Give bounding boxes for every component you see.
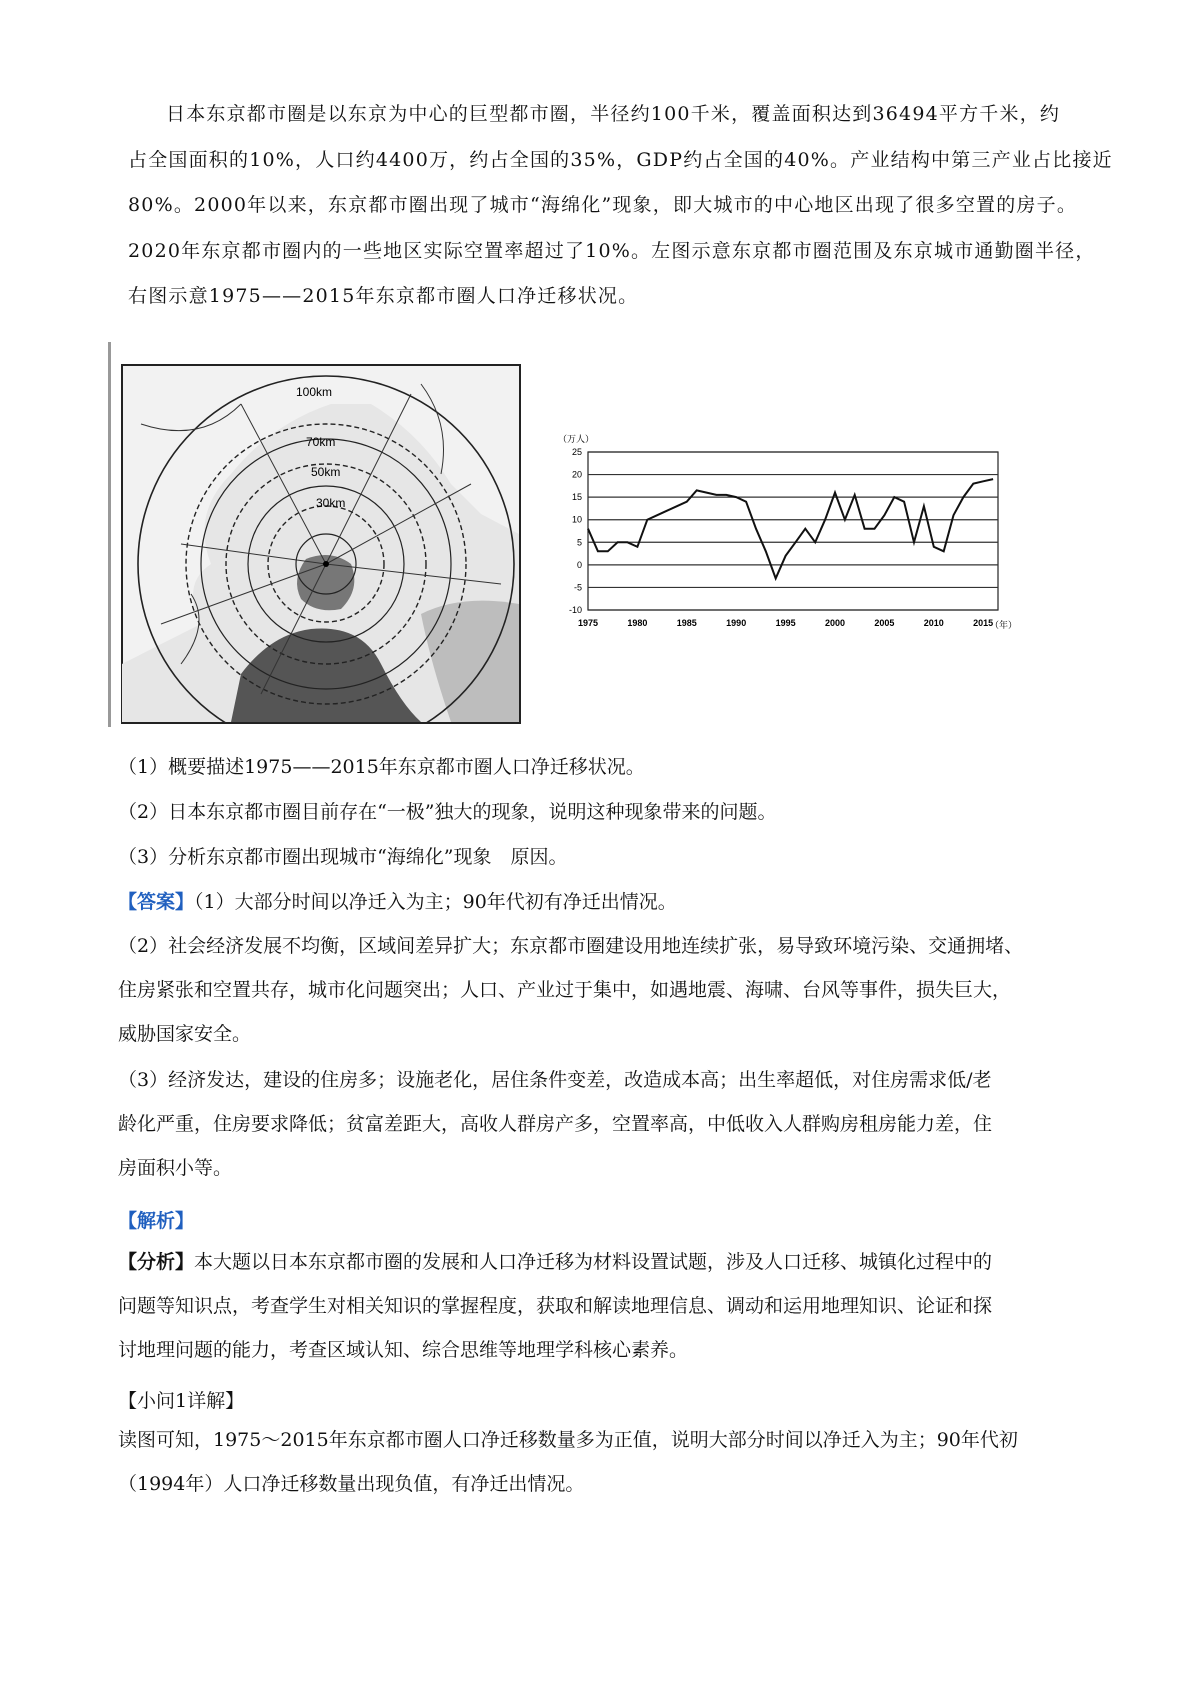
answer-3 xyxy=(118,1058,1103,1190)
answer-3-line-2: 龄化严重，住房要求降低；贫富差距大，高收人群房产多，空置率高，中低收入人群购房租房能力差，住 xyxy=(118,1113,993,1135)
answer-label: 【答案】 xyxy=(118,891,195,913)
y-tick-label: 10 xyxy=(571,514,582,525)
x-tick-label: 1980 xyxy=(627,618,648,628)
sub1-line-2: （1994年）人口净迁移数量出现负值，有净迁出情况。 xyxy=(118,1473,585,1495)
x-axis-label: （年） xyxy=(990,620,1018,630)
answer-1-line xyxy=(118,887,677,914)
migration-chart xyxy=(558,432,1018,652)
y-tick-label: 5 xyxy=(576,537,582,548)
analysis-fx-line-1: 本大题以日本东京都市圈的发展和人口净迁移为材料设置试题，涉及人口迁移、城镇化过程中的 xyxy=(194,1251,993,1273)
intro-line-5: 右图示意1975——2015年东京都市圈人口净迁移状况。 xyxy=(128,285,639,307)
analysis-fx-label: 【分析】 xyxy=(118,1251,195,1273)
answer-2-line-1: （2）社会经济发展不均衡，区域间差异扩大；东京都市圈建设用地连续扩张，易导致环境污染、交通拥堵、 xyxy=(118,935,1024,957)
x-tick-label: 2005 xyxy=(874,618,895,628)
x-tick-label: 1985 xyxy=(676,618,697,628)
x-tick-label: 2010 xyxy=(923,618,944,628)
y-tick-label: -5 xyxy=(573,582,582,593)
chart-svg xyxy=(558,432,1018,652)
question-3: （3）分析东京都市圈出现城市“海绵化”现象 原因。 xyxy=(118,846,568,868)
plot-frame xyxy=(588,452,998,610)
y-tick-label: 20 xyxy=(571,469,582,480)
analysis-fx-line-3: 讨地理问题的能力，考查区域认知、综合思维等地理学科核心素养。 xyxy=(118,1339,689,1361)
x-tick-label: 1975 xyxy=(577,618,599,628)
ring-label-50km: 50km xyxy=(311,465,341,479)
ring-label-30km: 30km xyxy=(316,496,346,510)
analysis-body xyxy=(118,1240,1103,1372)
y-axis-label: （万人） xyxy=(558,434,595,444)
ring-label-100km: 100km xyxy=(296,385,333,399)
intro-line-1: 日本东京都市圈是以东京为中心的巨型都市圈，半径约100千米，覆盖面积达到36494平方千米，约 xyxy=(166,103,1061,125)
y-tick-label: 25 xyxy=(571,447,582,457)
x-tick-label: 1990 xyxy=(726,618,747,628)
intro-line-3: 80%。2000年以来，东京都市圈出现了城市“海绵化”现象，即大城市的中心地区出现了很多空置的房子。 xyxy=(128,194,1078,216)
intro-line-2: 占全国面积的10%，人口约4400万，约占全国的35%，GDP约占全国的40%。产业结构中第三产业占比接近 xyxy=(128,148,1113,171)
answer-2-line-3: 威胁国家安全。 xyxy=(118,1023,252,1045)
question-2: （2）日本东京都市圈目前存在“一极”独大的现象，说明这种现象带来的问题。 xyxy=(118,801,777,823)
figures xyxy=(108,342,1018,730)
intro-line-4: 2020年东京都市圈内的一些地区实际空置率超过了10%。左图示意东京都市圈范围及东京城市通勤圈半径， xyxy=(128,239,1096,262)
x-tick-label: 1995 xyxy=(775,618,796,628)
x-tick-label: 2015 xyxy=(973,618,994,628)
x-tick-label: 2000 xyxy=(824,618,846,628)
y-tick-label: 15 xyxy=(571,492,582,503)
answer-3-line-3: 房面积小等。 xyxy=(118,1157,233,1179)
analysis-label: 【解析】 xyxy=(118,1210,195,1232)
y-tick-label: -10 xyxy=(568,605,582,615)
answer-3-line-1: （3）经济发达，建设的住房多；设施老化，居住条件变差，改造成本高；出生率超低，对住房需求低/老 xyxy=(118,1069,992,1091)
intro-paragraph xyxy=(128,92,1113,320)
answer-2 xyxy=(118,924,1103,1056)
answer-2-line-2: 住房紧张和空置共存，城市化问题突出；人口、产业过于集中，如遇地震、海啸、台风等事件，损失巨大， xyxy=(118,979,1012,1001)
y-tick-label: 0 xyxy=(576,559,582,570)
map-image xyxy=(121,364,521,724)
sub1-body xyxy=(118,1418,1103,1506)
answer-1: （1）大部分时间以净迁入为主；90年代初有净迁出情况。 xyxy=(194,891,677,913)
tokyo-metro-map xyxy=(108,342,521,727)
sub1-label: 【小问1详解】 xyxy=(118,1390,245,1412)
series-line xyxy=(588,479,993,578)
analysis-fx-line-2: 问题等知识点，考查学生对相关知识的掌握程度，获取和解读地理信息、调动和运用地理知识、论证和探 xyxy=(118,1295,993,1317)
sub1-line-1: 读图可知，1975～2015年东京都市圈人口净迁移数量多为正值，说明大部分时间以净迁入为主；90年代初 xyxy=(118,1429,1018,1451)
question-1: （1）概要描述1975——2015年东京都市圈人口净迁移状况。 xyxy=(118,756,645,778)
ring-label-70km: 70km xyxy=(306,435,336,449)
